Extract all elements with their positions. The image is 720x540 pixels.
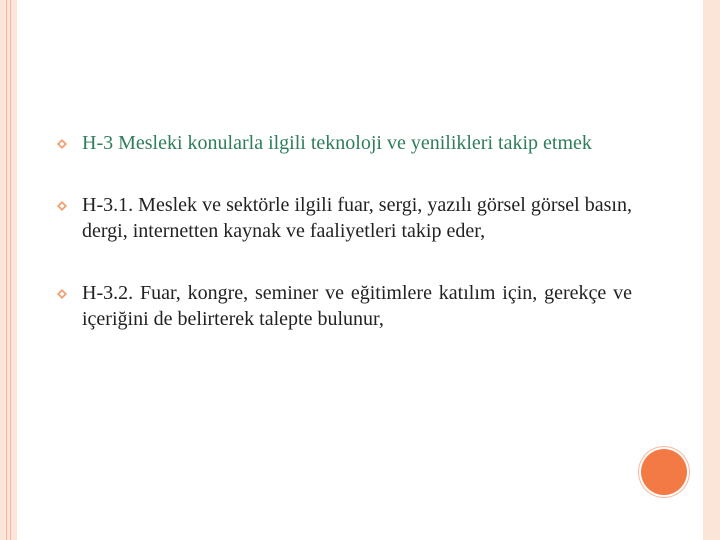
left-frame-line-inner [10,0,11,540]
diamond-bullet-icon [57,201,67,211]
bullet-list [57,130,632,332]
slide-canvas [17,0,703,540]
bullet-item-h3-1 [57,192,632,244]
diamond-bullet-icon [57,139,67,149]
decorative-orange-circle [641,449,687,495]
bullet-text: H-3 Mesleki konularla ilgili teknoloji ve yenilikleri takip etmek [82,132,592,154]
left-frame-line-outer [6,0,7,540]
bullet-item-h3 [57,130,632,156]
bullet-item-h3-2 [57,280,632,332]
bullet-text: H-3.1. Meslek ve sektörle ilgili fuar, sergi, yazılı görsel görsel basın, dergi, internetten kaynak ve faaliyetleri takip eder, [82,194,632,242]
bullet-text: H-3.2. Fuar, kongre, seminer ve eğitimlere katılım için, gerekçe ve içeriğini de belirterek talepte bulunur, [82,282,632,330]
diamond-bullet-icon [57,289,67,299]
